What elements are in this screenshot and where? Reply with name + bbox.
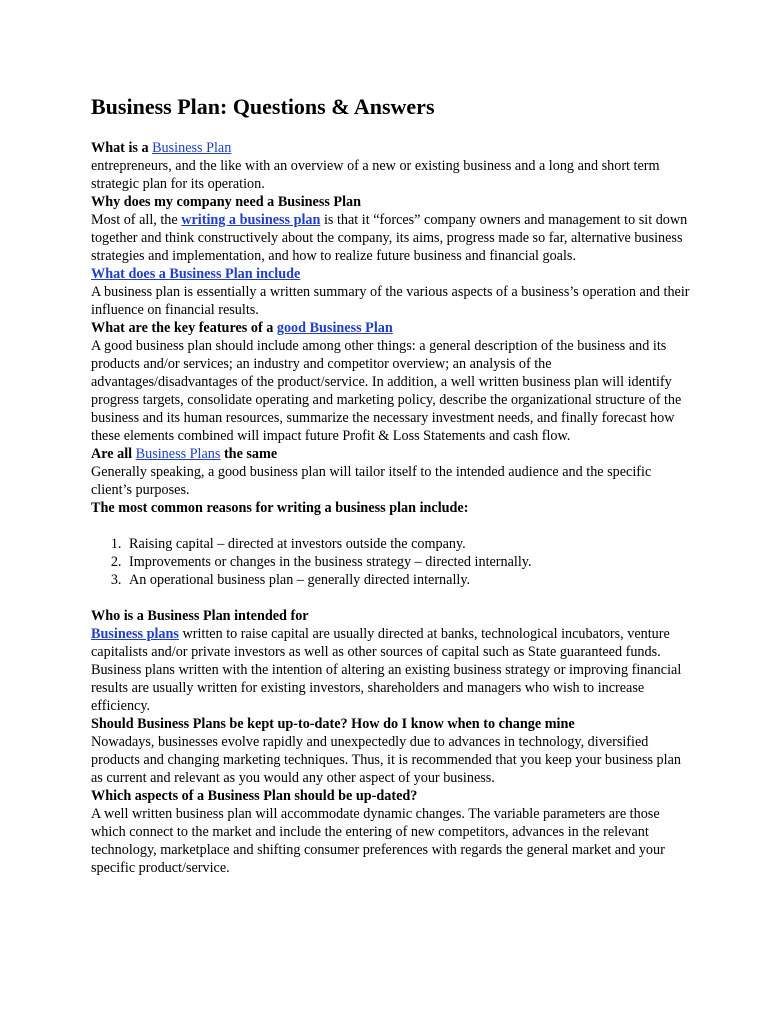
answer-same: Generally speaking, a good business plan will tailor itself to the intended audience and the specific client’s purposes.	[91, 464, 652, 498]
page-title: Business Plan: Questions & Answers	[91, 94, 435, 119]
question-text: Are all	[91, 446, 136, 462]
question-include	[91, 265, 691, 283]
good-business-plan-link[interactable]: good Business Plan	[276, 320, 393, 336]
list-item: 1. Raising capital – directed at investors outside the company.	[125, 535, 691, 553]
answer-aspects-updated: A well written business plan will accommodate dynamic changes. The variable parameters are those which connect to the market and include the entering of new competitors, advances in the relevant technology, marketplace and shifting consumer preferences with regards the general market and your specific product/service.	[91, 806, 665, 876]
question-up-to-date: Should Business Plans be kept up-to-date? How do I know when to change mine	[91, 716, 575, 732]
question-what-is	[91, 139, 691, 157]
business-plans-link[interactable]: Business Plans	[135, 446, 221, 462]
list-item: 3. An operational business plan – generally directed internally.	[125, 571, 691, 589]
answer-up-to-date: Nowadays, businesses evolve rapidly and unexpectedly due to advances in technology, diversified products and changing marketing techniques. Thus, it is recommended that you keep your business plan as current and relevant as you would any other aspect of your business.	[91, 734, 681, 786]
spacer	[91, 517, 691, 535]
answer-intended-for	[91, 625, 691, 661]
answer-text: Most of all, the	[91, 212, 182, 228]
spacer	[91, 589, 691, 607]
question-text: What is a	[91, 140, 153, 156]
question-key-features	[91, 319, 691, 337]
question-aspects-updated: Which aspects of a Business Plan should be up-dated?	[91, 788, 418, 804]
question-same	[91, 445, 691, 463]
answer-what-is: entrepreneurs, and the like with an overview of a new or existing business and a long and short term strategic plan for its operation.	[91, 158, 660, 192]
reasons-list	[91, 535, 691, 589]
answer-intended-for-2: Business plans written with the intention of altering an existing business strategy or improving financial results are usually written for existing investors, shareholders and managers who wish to increase efficiency.	[91, 662, 682, 714]
question-common-reasons: The most common reasons for writing a business plan include:	[91, 500, 469, 516]
writing-business-plan-link[interactable]: writing a business plan	[181, 212, 321, 228]
answer-key-features: A good business plan should include among other things: a general description of the business and its products and/or services; an industry and competitor overview; an analysis of the advantages/disadvantages of the product/service. In addition, a well written business plan will identify progress targets, consolidate operating and marketing policy, describe the organizational structure of the business and its human resources, summarize the necessary investment needs, and finally forecast how these elements combined will impact future Profit & Loss Statements and cash flow.	[91, 338, 682, 444]
what-does-include-link[interactable]: What does a Business Plan include	[91, 266, 301, 282]
question-text: the same	[220, 446, 278, 462]
business-plans-link-2[interactable]: Business plans	[91, 626, 179, 642]
document-body	[91, 93, 691, 877]
answer-text: is that it “forces” company owners and management to sit down together and think constructively about the company, its aims, progress made so far, alternative business strategies and implementation, and how to realize future business and financial goals.	[91, 212, 688, 264]
answer-include: A business plan is essentially a written summary of the various aspects of a business’s operation and their influence on financial results.	[91, 284, 690, 318]
question-text: What are the key features of a	[91, 320, 277, 336]
business-plan-link[interactable]: Business Plan	[152, 140, 232, 156]
answer-why-need	[91, 211, 691, 265]
answer-text: written to raise capital are usually directed at banks, technological incubators, venture capitalists and/or private investors as well as other sources of capital such as State guaranteed funds.	[91, 626, 670, 660]
list-item: 2. Improvements or changes in the business strategy – directed internally.	[125, 553, 691, 571]
question-intended-for: Who is a Business Plan intended for	[91, 608, 309, 624]
question-why-need: Why does my company need a Business Plan	[91, 194, 361, 210]
